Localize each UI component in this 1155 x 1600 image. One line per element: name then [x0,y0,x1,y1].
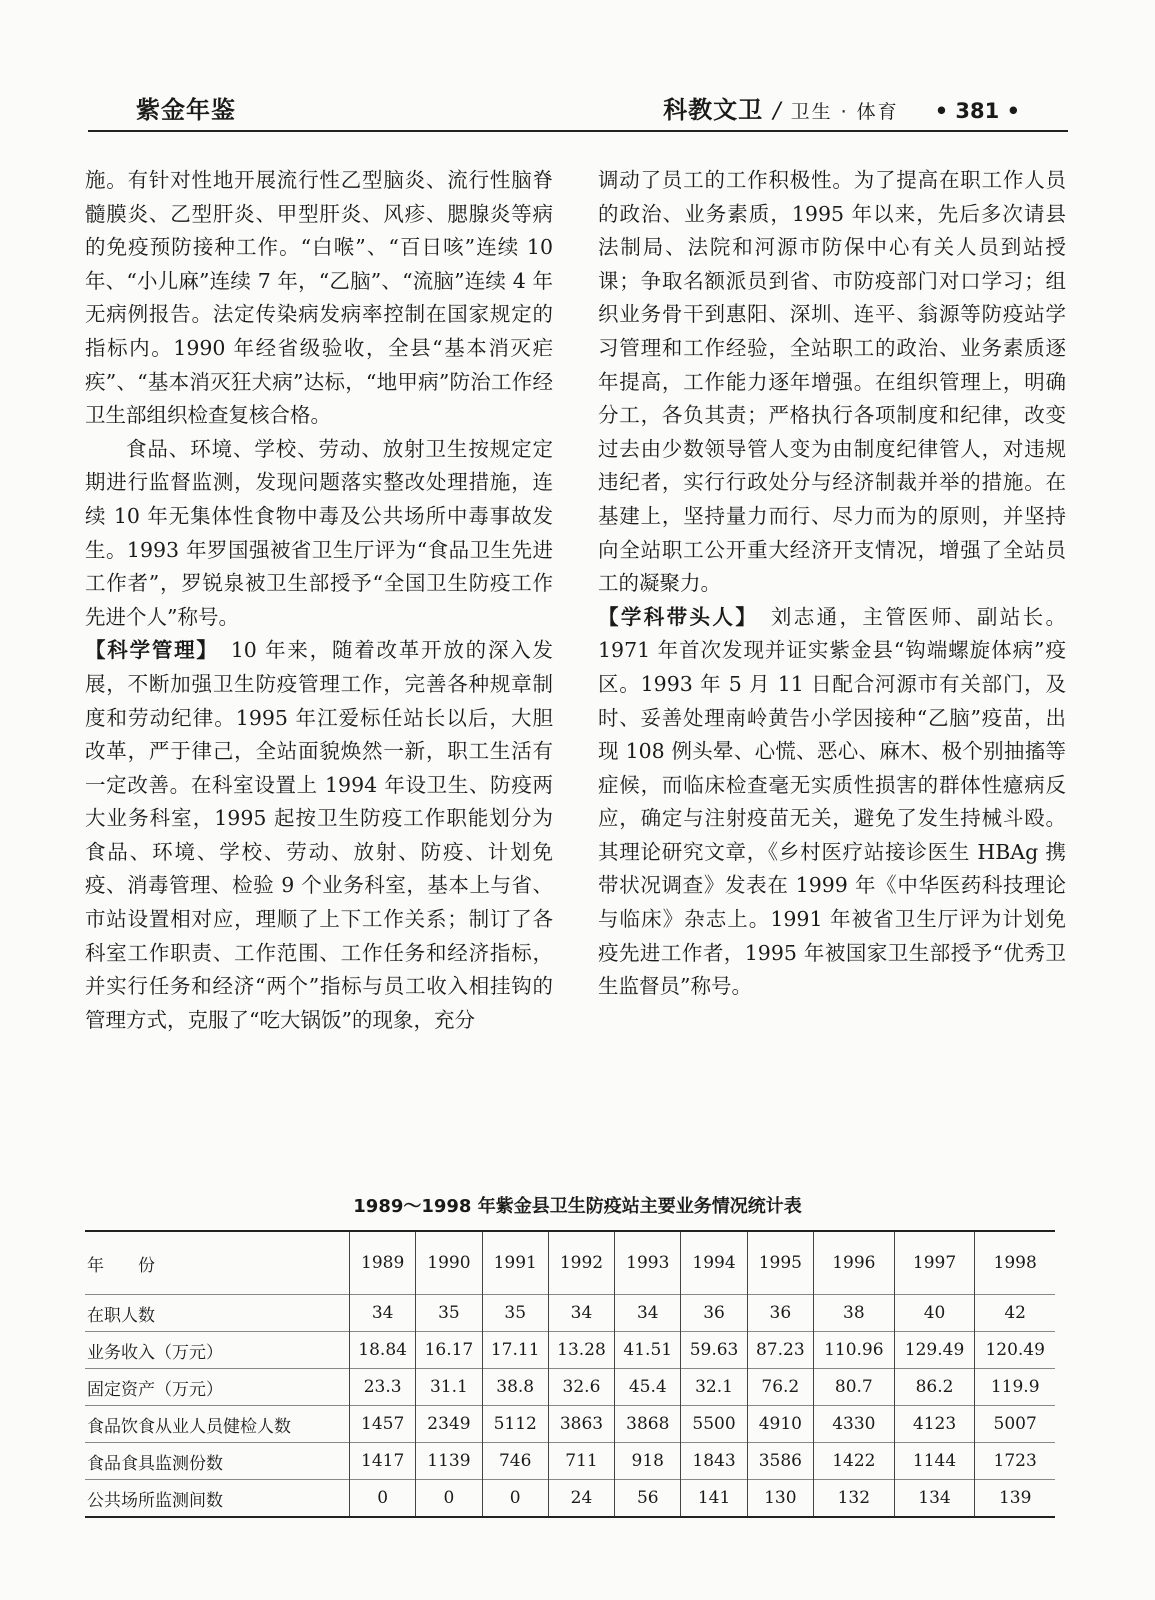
subsection-name: 卫生 · 体育 [790,101,899,123]
table-cell: 36 [681,1295,747,1332]
left-column [85,164,553,1144]
table-cell: 2349 [416,1406,482,1443]
section-separator: / [773,99,781,124]
table-cell: 1843 [681,1443,747,1480]
row-label: 业务收入（万元） [85,1332,350,1369]
paragraph-discipline-leader [598,601,1066,1004]
table-cell: 1417 [350,1443,416,1480]
table-cell: 86.2 [894,1369,975,1406]
section-heading [663,90,1020,125]
table-cell: 132 [813,1480,894,1518]
year-header-cell: 1995 [747,1231,813,1295]
table-cell: 139 [975,1480,1055,1518]
table-cell: 134 [894,1480,975,1518]
paragraph-staff-training: 调动了员工的工作积极性。为了提高在职工作人员的政治、业务素质，1995 年以来，先后多次请县法制局、法院和河源市防保中心有关人员到站授课；争取名额派员到省、市防疫部门对口学习；组织业务骨干到惠阳、深圳、连平、翁源等防疫站学习管理和工作经验，全站职工的政治、业务素质逐年提高，工作能力逐年增强。在组织管理上，明确分工，各负其责；严格执行各项制度和纪律，改变过去由少数领导管人变为由制度纪律管人，对违规违纪者，实行行政处分与经济制裁并举的措施。在基建上，坚持量力而行、尽力而为的原则，并坚持向全站职工公开重大经济开支情况，增强了全站员工的凝聚力。 [598,168,1066,596]
table-cell: 13.28 [548,1332,614,1369]
table-cell: 141 [681,1480,747,1518]
table-cell: 38.8 [482,1369,548,1406]
year-header-cell: 1997 [894,1231,975,1295]
paragraph-immunization: 施。有针对性地开展流行性乙型脑炎、流行性脑脊髓膜炎、乙型肝炎、甲型肝炎、风疹、腮腺炎等病的免疫预防接种工作。“白喉”、“百日咳”连续 10 年、“小儿麻”连续 7 年，“乙脑”、“流脑”连续 4 年无病例报告。法定传染病发病率控制在国家规定的指标内。1990 年经省级验收，全县“基本消灭疟疾”、“基本消灭狂犬病”达标，“地甲病”防治工作经卫生部组织检查复核合格。 [85,168,553,428]
table-cell: 24 [548,1480,614,1518]
year-header-cell: 1990 [416,1231,482,1295]
year-header-label: 年 份 [85,1231,350,1295]
table-cell: 4910 [747,1406,813,1443]
table-row [85,1443,1055,1480]
row-label: 食品饮食从业人员健检人数 [85,1406,350,1443]
year-header-cell: 1994 [681,1231,747,1295]
year-header-cell: 1991 [482,1231,548,1295]
table-cell: 87.23 [747,1332,813,1369]
table-cell: 18.84 [350,1332,416,1369]
table-cell: 34 [548,1295,614,1332]
table-cell: 3586 [747,1443,813,1480]
table-cell: 0 [482,1480,548,1518]
right-column [598,164,1066,1144]
paragraph-hygiene-monitoring: 食品、环境、学校、劳动、放射卫生按规定定期进行监督监测，发现问题落实整改处理措施，连续 10 年无集体性食物中毒及公共场所中毒事故发生。1993 年罗国强被省卫生厅评为“食品卫生先进工作者”，罗锐泉被卫生部授予“全国卫生防疫工作先进个人”称号。 [85,436,553,629]
section-keyword: 【学科带头人】 [598,604,748,629]
year-header-cell: 1989 [350,1231,416,1295]
table-cell: 80.7 [813,1369,894,1406]
paragraph-body: 刘志通，主管医师、副站长。1971 年首次发现并证实紫金县“钩端螺旋体病”疫区。1993 年 5 月 11 日配合河源市有关部门，及时、妥善处理南岭黄告小学因接种“乙脑”疫苗，出现 108 例头晕、心慌、恶心、麻木、极个别抽搐等症候，而临床检查毫无实质性损害的群体性癔病反应，确定与注射疫苗无关，避免了发生持械斗殴。其理论研究文章，《乡村医疗站接诊医生 HBAg 携带状况调查》发表在 1999 年《中华医药科技理论与临床》杂志上。1991 年被省卫生厅评为计划免疫先进工作者，1995 年被国家卫生部授予“优秀卫生监督员”称号。 [598,604,1067,999]
table-cell: 42 [975,1295,1055,1332]
table-cell: 1457 [350,1406,416,1443]
table-cell: 130 [747,1480,813,1518]
table-cell: 76.2 [747,1369,813,1406]
table-cell: 1723 [975,1443,1055,1480]
table-cell: 3868 [615,1406,681,1443]
table-cell: 0 [416,1480,482,1518]
page-header [88,88,1068,134]
table-cell: 56 [615,1480,681,1518]
table-cell: 23.3 [350,1369,416,1406]
table-cell: 711 [548,1443,614,1480]
table-cell: 59.63 [681,1332,747,1369]
table-cell: 129.49 [894,1332,975,1369]
section-keyword: 【科学管理】 [85,638,209,663]
paragraph-scientific-management [85,634,553,1037]
table-cell: 3863 [548,1406,614,1443]
table-row [85,1480,1055,1518]
row-label: 在职人数 [85,1295,350,1332]
table-cell: 38 [813,1295,894,1332]
year-header-cell: 1993 [615,1231,681,1295]
table-row [85,1369,1055,1406]
table-cell: 5500 [681,1406,747,1443]
year-header-cell: 1992 [548,1231,614,1295]
table-cell: 32.6 [548,1369,614,1406]
table-cell: 34 [615,1295,681,1332]
table-header-row [85,1231,1055,1295]
table-cell: 5112 [482,1406,548,1443]
table-cell: 1144 [894,1443,975,1480]
table-cell: 35 [416,1295,482,1332]
table-cell: 45.4 [615,1369,681,1406]
table-cell: 0 [350,1480,416,1518]
table-row [85,1406,1055,1443]
table-cell: 918 [615,1443,681,1480]
table-cell: 1139 [416,1443,482,1480]
row-label: 公共场所监测间数 [85,1480,350,1518]
table-cell: 5007 [975,1406,1055,1443]
header-rule [88,130,1068,132]
statistics-table [85,1230,1055,1518]
table-title: 1989～1998 年紫金县卫生防疫站主要业务情况统计表 [353,1196,802,1217]
row-label: 食品食具监测份数 [85,1443,350,1480]
table-cell: 110.96 [813,1332,894,1369]
table-cell: 120.49 [975,1332,1055,1369]
table-cell: 40 [894,1295,975,1332]
table-cell: 16.17 [416,1332,482,1369]
table-cell: 35 [482,1295,548,1332]
table-row [85,1332,1055,1369]
year-header-cell: 1998 [975,1231,1055,1295]
table-cell: 31.1 [416,1369,482,1406]
table-cell: 36 [747,1295,813,1332]
page-number: • 381 • [934,99,1020,123]
paragraph-body: 10 年来，随着改革开放的深入发展，不断加强卫生防疫管理工作，完善各种规章制度和劳动纪律。1995 年江爱标任站长以后，大胆改革，严于律己，全站面貌焕然一新，职工生活有一定改善。在科室设置上 1994 年设卫生、防疫两大业务科室，1995 起按卫生防疫工作职能划分为食品、环境、学校、劳动、放射、防疫、计划免疫、消毒管理、检验 9 个业务科室，基本上与省、市站设置相对应，理顺了上下工作关系；制订了各科室工作职责、工作范围、工作任务和经济指标，并实行任务和经济“两个”指标与员工收入相挂钩的管理方式，克服了“吃大锅饭”的现象，充分 [85,638,554,1032]
yearbook-title: 紫金年鉴 [136,96,236,124]
table-cell: 746 [482,1443,548,1480]
table-cell: 32.1 [681,1369,747,1406]
table-cell: 34 [350,1295,416,1332]
table-cell: 4330 [813,1406,894,1443]
section-name: 科教文卫 [663,96,764,124]
table-cell: 1422 [813,1443,894,1480]
table-cell: 41.51 [615,1332,681,1369]
table-cell: 4123 [894,1406,975,1443]
table-cell: 17.11 [482,1332,548,1369]
year-header-cell: 1996 [813,1231,894,1295]
table-cell: 119.9 [975,1369,1055,1406]
table-row [85,1295,1055,1332]
row-label: 固定资产（万元） [85,1369,350,1406]
